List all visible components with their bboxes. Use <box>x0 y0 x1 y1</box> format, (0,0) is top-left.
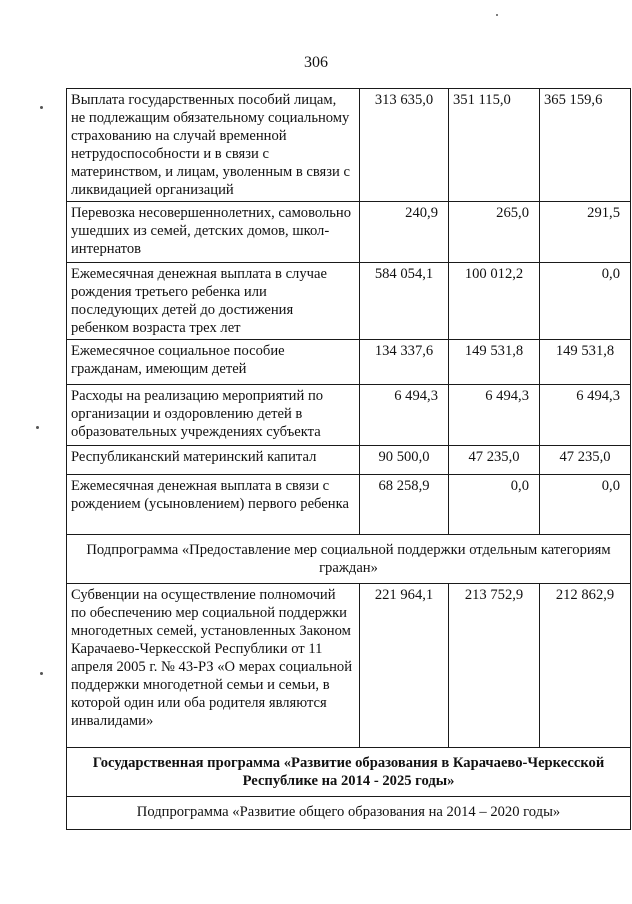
scan-speck <box>496 14 498 16</box>
table-row <box>67 340 631 385</box>
table-row <box>67 475 631 535</box>
value-cell-year-2: 351 115,0 <box>449 89 540 202</box>
value-cell-year-1: 240,9 <box>360 202 449 263</box>
scan-speck <box>36 426 39 429</box>
table-row <box>67 584 631 748</box>
value-cell-year-3: 0,0 <box>540 263 631 340</box>
value-cell-year-1: 90 500,0 <box>360 446 449 475</box>
row-description: Ежемесячная денежная выплата в связи с рождением (усыновлением) первого ребенка <box>67 475 360 535</box>
value-cell-year-3: 0,0 <box>540 475 631 535</box>
table-row <box>67 89 631 202</box>
value-cell-year-2: 213 752,9 <box>449 584 540 748</box>
value-cell-year-1: 584 054,1 <box>360 263 449 340</box>
value-cell-year-2: 47 235,0 <box>449 446 540 475</box>
value-cell-year-2: 6 494,3 <box>449 385 540 446</box>
value-cell-year-1: 68 258,9 <box>360 475 449 535</box>
value-cell-year-2: 265,0 <box>449 202 540 263</box>
table-row <box>67 263 631 340</box>
table-row <box>67 385 631 446</box>
program-row <box>67 748 631 797</box>
value-cell-year-1: 221 964,1 <box>360 584 449 748</box>
value-cell-year-1: 134 337,6 <box>360 340 449 385</box>
row-description: Ежемесячная денежная выплата в случае рождения третьего ребенка или последующих детей до достижения ребенком возраста трех лет <box>67 263 360 340</box>
row-description: Перевозка несовершеннолетних, самовольно ушедших из семей, детских домов, школ-интернатов <box>67 202 360 263</box>
value-cell-year-1: 313 635,0 <box>360 89 449 202</box>
row-description: Расходы на реализацию мероприятий по организации и оздоровлению детей в образовательных учреждениях субъекта <box>67 385 360 446</box>
value-cell-year-3: 6 494,3 <box>540 385 631 446</box>
row-description: Ежемесячное социальное пособие гражданам, имеющим детей <box>67 340 360 385</box>
value-cell-year-2: 100 012,2 <box>449 263 540 340</box>
page-number: 306 <box>304 54 328 71</box>
section-row <box>67 535 631 584</box>
subprogram-heading: Подпрограмма «Развитие общего образования на 2014 – 2020 годы» <box>67 797 631 830</box>
row-description: Выплата государственных пособий лицам, не подлежащим обязательному социальному страхованию на случай временной нетрудоспособности и в связи с материнством, и лицам, уволенным в связи с ликвидацией организаций <box>67 89 360 202</box>
state-program-heading: Государственная программа «Развитие образования в Карачаево-Черкесской Республике на 2014 - 2025 годы» <box>67 748 631 797</box>
section-row <box>67 797 631 830</box>
scan-speck <box>40 672 43 675</box>
value-cell-year-3: 291,5 <box>540 202 631 263</box>
value-cell-year-1: 6 494,3 <box>360 385 449 446</box>
value-cell-year-3: 365 159,6 <box>540 89 631 202</box>
table-row <box>67 446 631 475</box>
scan-speck <box>40 106 43 109</box>
value-cell-year-3: 149 531,8 <box>540 340 631 385</box>
subprogram-heading: Подпрограмма «Предоставление мер социальной поддержки отдельным категориям граждан» <box>67 535 631 584</box>
budget-table <box>66 88 631 830</box>
row-description: Республиканский материнский капитал <box>67 446 360 475</box>
table-row <box>67 202 631 263</box>
value-cell-year-2: 149 531,8 <box>449 340 540 385</box>
value-cell-year-3: 212 862,9 <box>540 584 631 748</box>
value-cell-year-2: 0,0 <box>449 475 540 535</box>
row-description: Субвенции на осуществление полномочий по обеспечению мер социальной поддержки многодетных семей, установленных Законом Карачаево-Черкесской Республики от 11 апреля 2005 г. № 43-РЗ «О мерах социальной поддержки многодетной семьи и семьи, в которой один или оба родителя являются инвалидами» <box>67 584 360 748</box>
value-cell-year-3: 47 235,0 <box>540 446 631 475</box>
